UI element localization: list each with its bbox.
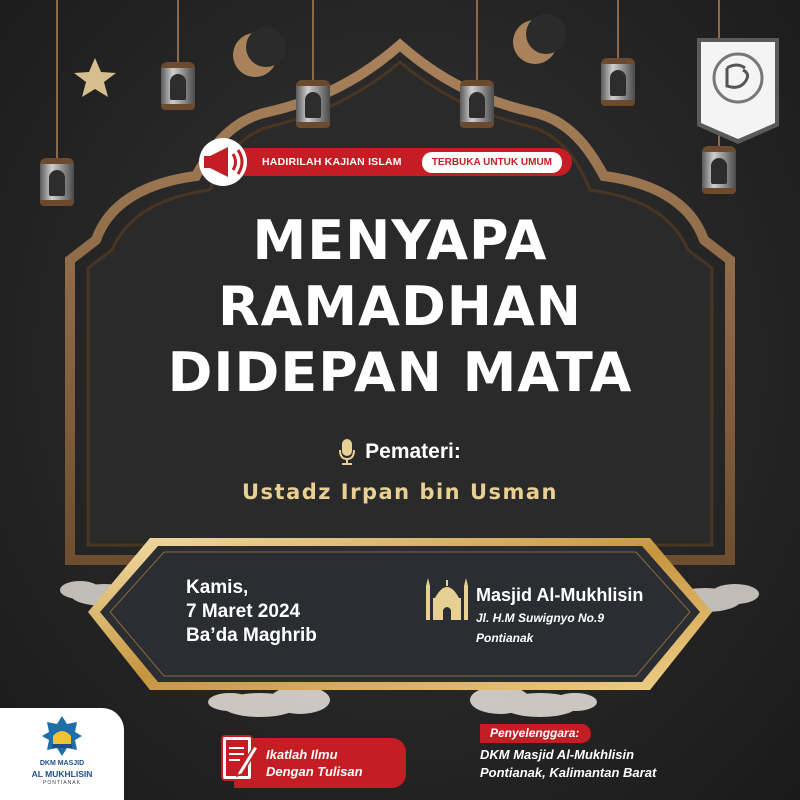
venue-block	[476, 585, 643, 646]
motto-line-2: Dengan Tulisan	[266, 764, 363, 779]
speaker-row	[0, 438, 800, 466]
speaker-label: Pemateri:	[365, 440, 461, 463]
organizer-line-2: Pontianak, Kalimantan Barat	[480, 765, 657, 780]
cloud-ornament-right	[470, 686, 597, 717]
event-date: 7 Maret 2024	[186, 601, 301, 622]
document-pen-icon	[220, 732, 260, 788]
motto-line-1: Ikatlah Ilmu	[266, 747, 338, 762]
event-day: Kamis,	[186, 577, 249, 598]
event-time: Ba’da Maghrib	[186, 625, 317, 646]
event-title	[100, 208, 700, 406]
header-pill	[232, 148, 572, 176]
title-line-2: RAMADHAN	[218, 275, 582, 338]
brand-badge-icon	[697, 38, 779, 144]
title-line-1: MENYAPA	[252, 209, 548, 272]
organizer-logo-line-3: PONTIANAK	[43, 780, 81, 786]
event-schedule	[186, 576, 317, 648]
venue-name: Masjid Al-Mukhlisin	[476, 585, 644, 605]
microphone-icon	[339, 438, 355, 466]
organizer-logo-card	[0, 708, 124, 800]
organizer-label: Penyelenggara:	[480, 724, 591, 743]
invite-label: HADIRILAH KAJIAN ISLAM	[262, 156, 402, 168]
crescent-moon-icon	[513, 14, 566, 64]
venue-street: Jl. H.M Suwignyo No.9	[476, 611, 605, 625]
cloud-ornament-left	[208, 686, 330, 717]
megaphone-icon	[196, 137, 254, 187]
speaker-name: Ustadz Irpan bin Usman	[241, 480, 558, 504]
organizer-line-1: DKM Masjid Al-Mukhlisin	[480, 747, 635, 762]
organizer-block	[480, 724, 656, 782]
mosque-icon	[424, 572, 470, 622]
title-line-3: DIDEPAN MATA	[167, 341, 633, 404]
crescent-moon-icon	[233, 27, 286, 77]
star-icon	[74, 58, 116, 97]
organizer-logo-line-1: DKM MASJID	[39, 760, 85, 767]
organizer-logo-line-2: AL MUKHLISIN	[31, 769, 93, 779]
mosque-logo-icon	[40, 714, 84, 758]
open-to-public-badge: TERBUKA UNTUK UMUM	[422, 152, 562, 173]
venue-city: Pontianak	[476, 631, 534, 645]
